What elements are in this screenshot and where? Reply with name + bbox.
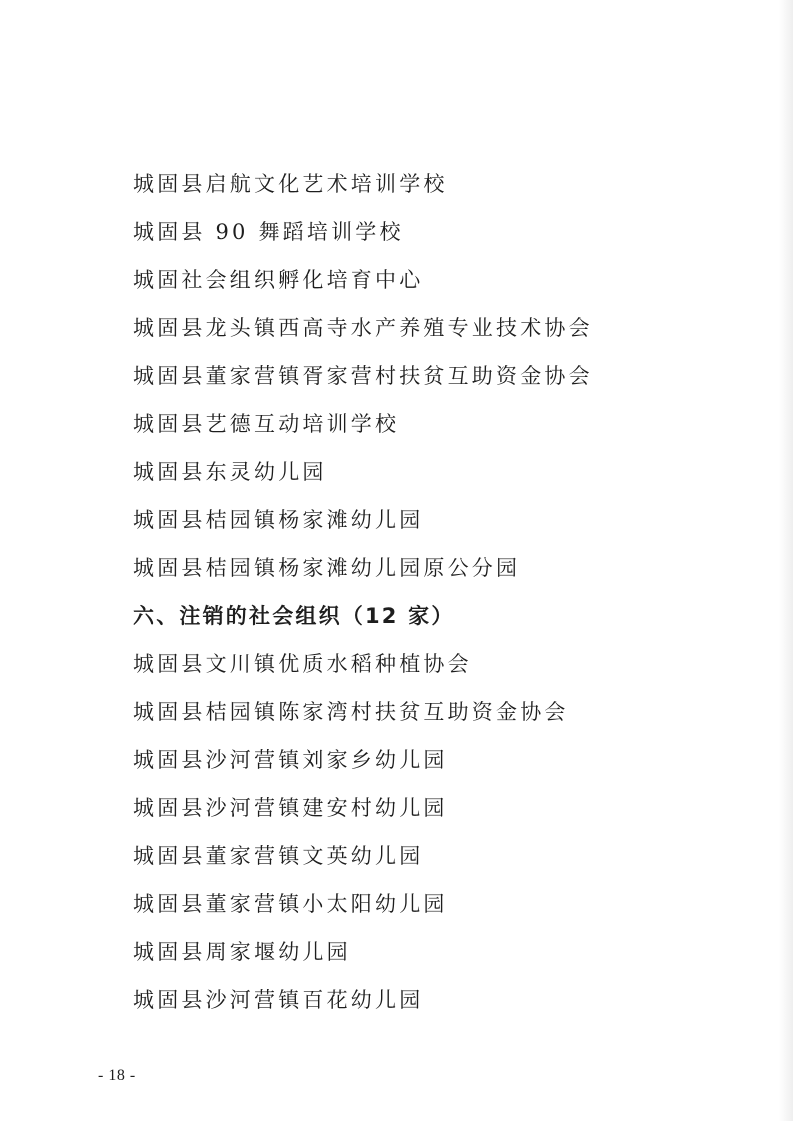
- list-item: 城固县沙河营镇刘家乡幼儿园: [133, 748, 448, 772]
- scan-edge-shadow: [779, 0, 793, 1121]
- list-item: 城固社会组织孵化培育中心: [133, 268, 424, 292]
- list-item: 城固县沙河营镇百花幼儿园: [133, 988, 424, 1012]
- organization-list: [133, 166, 753, 1030]
- list-item: 城固县东灵幼儿园: [133, 460, 327, 484]
- list-item: 城固县董家营镇胥家营村扶贫互助资金协会: [133, 364, 593, 388]
- list-item: 城固县启航文化艺术培训学校: [133, 172, 448, 196]
- list-item: 城固县龙头镇西高寺水产养殖专业技术协会: [133, 316, 593, 340]
- list-item: 城固县沙河营镇建安村幼儿园: [133, 796, 448, 820]
- list-item: 城固县董家营镇文英幼儿园: [133, 844, 424, 868]
- list-item: 城固县 90 舞蹈培训学校: [133, 220, 404, 244]
- list-item: 城固县桔园镇陈家湾村扶贫互助资金协会: [133, 700, 569, 724]
- list-item: 城固县艺德互动培训学校: [133, 412, 400, 436]
- list-item: 城固县董家营镇小太阳幼儿园: [133, 892, 448, 916]
- list-item: 城固县周家堰幼儿园: [133, 940, 351, 964]
- list-item: 城固县桔园镇杨家滩幼儿园: [133, 508, 424, 532]
- page-number: - 18 -: [98, 1067, 136, 1084]
- list-item: 城固县文川镇优质水稻种植协会: [133, 652, 472, 676]
- section-heading: 六、注销的社会组织（12 家）: [133, 604, 455, 628]
- list-item: 城固县桔园镇杨家滩幼儿园原公分园: [133, 556, 521, 580]
